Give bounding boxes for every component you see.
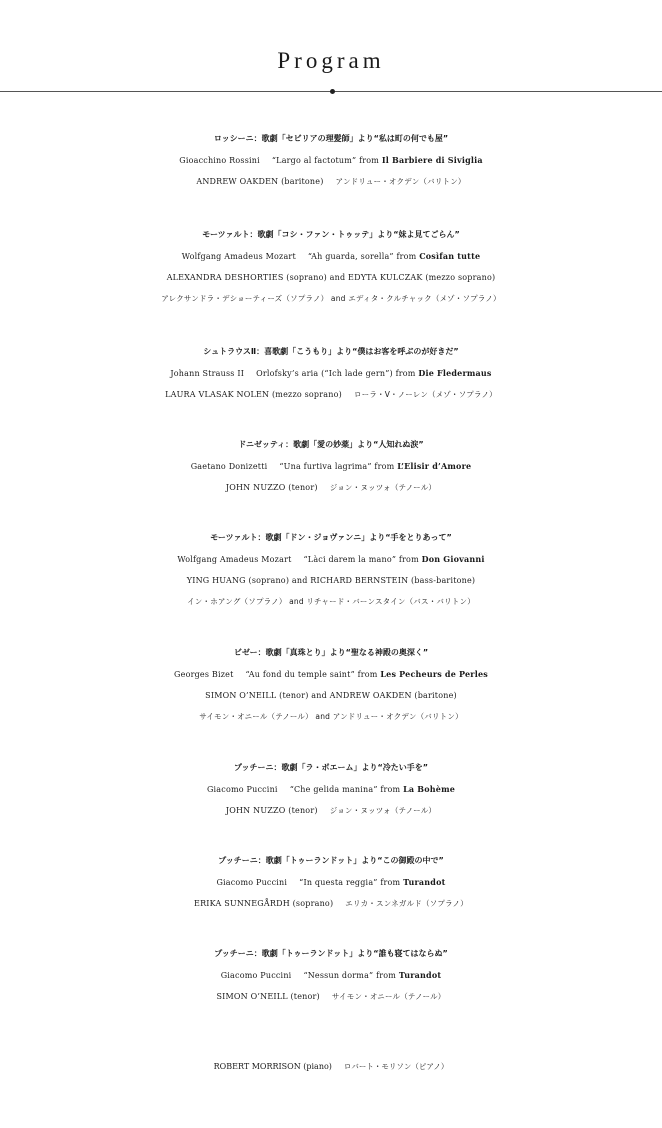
performers-jp-line <box>0 706 662 727</box>
performers-line <box>0 171 662 192</box>
pianist-credit <box>0 1056 662 1077</box>
aria: “Largo al factotum” from <box>271 156 380 165</box>
performers-line <box>0 384 662 405</box>
program-item-mozart-cosi <box>0 224 662 309</box>
performers-jp: エリカ・スンネガルド（ソプラノ） <box>345 899 468 908</box>
performers-en: YING HUANG (soprano) and RICHARD BERNSTEIN (bass-baritone) <box>186 576 476 585</box>
performers-line <box>0 570 662 591</box>
pianist-en: ROBERT MORRISON (piano) <box>213 1062 332 1071</box>
work-line <box>0 779 662 800</box>
program-item-donizetti <box>0 434 662 498</box>
opera-title: Don Giovanni <box>421 554 485 564</box>
composer: Gioacchino Rossini <box>179 156 260 165</box>
performers-line <box>0 893 662 914</box>
jp-title: ロッシーニ：歌劇「セビリアの理髪師」より“私は町の何でも屋” <box>213 134 449 143</box>
aria: “In questa reggia” from <box>299 878 401 887</box>
performers-jp: ジョン・ヌッツォ（テノール） <box>329 806 437 815</box>
opera-title: Die Fledermaus <box>418 368 492 378</box>
composer: Giacomo Puccini <box>206 785 278 794</box>
performers-jp: サイモン・オニール（テノール） <box>331 992 446 1001</box>
jp-title: シュトラウスⅡ：喜歌劇「こうもり」より“僕はお客を呼ぶのが好きだ” <box>203 347 459 356</box>
program-item-mozart-don-giovanni <box>0 527 662 612</box>
performers-jp: ローラ・V・ノーレン（メゾ・ソプラノ） <box>353 390 497 399</box>
performers-jp-line <box>0 591 662 612</box>
composer: Wolfgang Amadeus Mozart <box>181 252 296 261</box>
opera-title: Cosìfan tutte <box>419 251 481 261</box>
performers-en: LAURA VLASAK NOLEN (mezzo soprano) <box>165 390 342 399</box>
program-item-puccini-boheme <box>0 757 662 821</box>
program-item-rossini <box>0 128 662 192</box>
work-line <box>0 456 662 477</box>
jp-title: モーツァルト：歌劇「ドン・ジョヴァンニ」より“手をとりあって” <box>210 533 452 542</box>
performers-jp: イン・ホアング（ソプラノ） and リチャード・バーンスタイン（バス・バリトン） <box>187 597 475 606</box>
jp-title: モーツァルト：歌劇「コシ・ファン・トゥッテ」より“妹よ見てごらん” <box>202 230 460 239</box>
program-item-bizet <box>0 642 662 727</box>
performers-en: SIMON O’NEILL (tenor) and ANDREW OAKDEN (baritone) <box>205 691 457 700</box>
work-line <box>0 664 662 685</box>
composer: Giacomo Puccini <box>220 971 292 980</box>
performers-jp: サイモン・オニール（テノール） and アンドリュー・オクデン（バリトン） <box>199 712 463 721</box>
work-line <box>0 872 662 893</box>
performers-en: SIMON O’NEILL (tenor) <box>216 992 320 1001</box>
performers-line <box>0 477 662 498</box>
aria: “Làci darem la mano” from <box>303 555 419 564</box>
jp-title: ドニゼッティ：歌劇「愛の妙薬」より“人知れぬ涙” <box>238 440 424 449</box>
performers-line <box>0 267 662 288</box>
divider-dot <box>330 89 335 94</box>
program-item-puccini-reggia <box>0 850 662 914</box>
program-item-puccini-nessun-dorma <box>0 943 662 1007</box>
jp-title: プッチーニ：歌劇「トゥーランドット」より“誰も寝てはならぬ” <box>214 949 448 958</box>
performers-line <box>0 800 662 821</box>
performers-line <box>0 986 662 1007</box>
performers-en: JOHN NUZZO (tenor) <box>225 483 318 492</box>
jp-title: ビゼー：歌劇「真珠とり」より“聖なる神殿の奥深く” <box>233 648 429 657</box>
aria: “Ah guarda, sorella” from <box>307 252 417 261</box>
pianist-jp: ロバート・モリソン（ピアノ） <box>343 1062 449 1071</box>
work-line <box>0 150 662 171</box>
work-line <box>0 549 662 570</box>
performers-en: ERIKA SUNNEGÅRDH (soprano) <box>194 899 334 908</box>
opera-title: Turandot <box>398 970 442 980</box>
aria: “Au fond du temple saint” from <box>245 670 378 679</box>
opera-title: L’Elisir d’Amore <box>397 461 472 471</box>
work-line <box>0 363 662 384</box>
performers-jp-line <box>0 288 662 309</box>
jp-title: プッチーニ：歌劇「トゥーランドット」より“この御殿の中で” <box>218 856 444 865</box>
opera-title: Les Pecheurs de Perles <box>380 669 488 679</box>
jp-title: プッチーニ：歌劇「ラ・ボエーム」より“冷たい手を” <box>234 763 428 772</box>
opera-title: Turandot <box>403 877 446 887</box>
work-line <box>0 965 662 986</box>
aria: “Una furtiva lagrima” from <box>279 462 395 471</box>
page-title: Program <box>277 48 385 73</box>
performers-jp: アレクサンドラ・デショーティーズ（ソプラノ） and エディタ・クルチャック（メゾ・ソプラノ） <box>161 294 501 303</box>
work-line <box>0 246 662 267</box>
performers-en: ALEXANDRA DESHORTIES (soprano) and EDYTA KULCZAK (mezzo soprano) <box>166 273 496 282</box>
composer: Giacomo Puccini <box>216 878 288 887</box>
aria: Orlofsky’s aria (“Ich lade gern”) from <box>256 369 416 378</box>
performers-jp: ジョン・ヌッツォ（テノール） <box>329 483 437 492</box>
program-item-strauss <box>0 341 662 405</box>
performers-jp: アンドリュー・オクデン（バリトン） <box>335 177 466 186</box>
performers-line <box>0 685 662 706</box>
performers-en: JOHN NUZZO (tenor) <box>225 806 318 815</box>
composer: Johann Strauss II <box>170 369 245 378</box>
composer: Georges Bizet <box>174 670 234 679</box>
aria: “Che gelida manina” from <box>289 785 401 794</box>
composer: Wolfgang Amadeus Mozart <box>177 555 292 564</box>
opera-title: Il Barbiere di Siviglia <box>381 155 483 165</box>
aria: “Nessun dorma” from <box>303 971 397 980</box>
composer: Gaetano Donizetti <box>190 462 268 471</box>
opera-title: La Bohème <box>403 784 456 794</box>
performers-en: ANDREW OAKDEN (baritone) <box>196 177 324 186</box>
